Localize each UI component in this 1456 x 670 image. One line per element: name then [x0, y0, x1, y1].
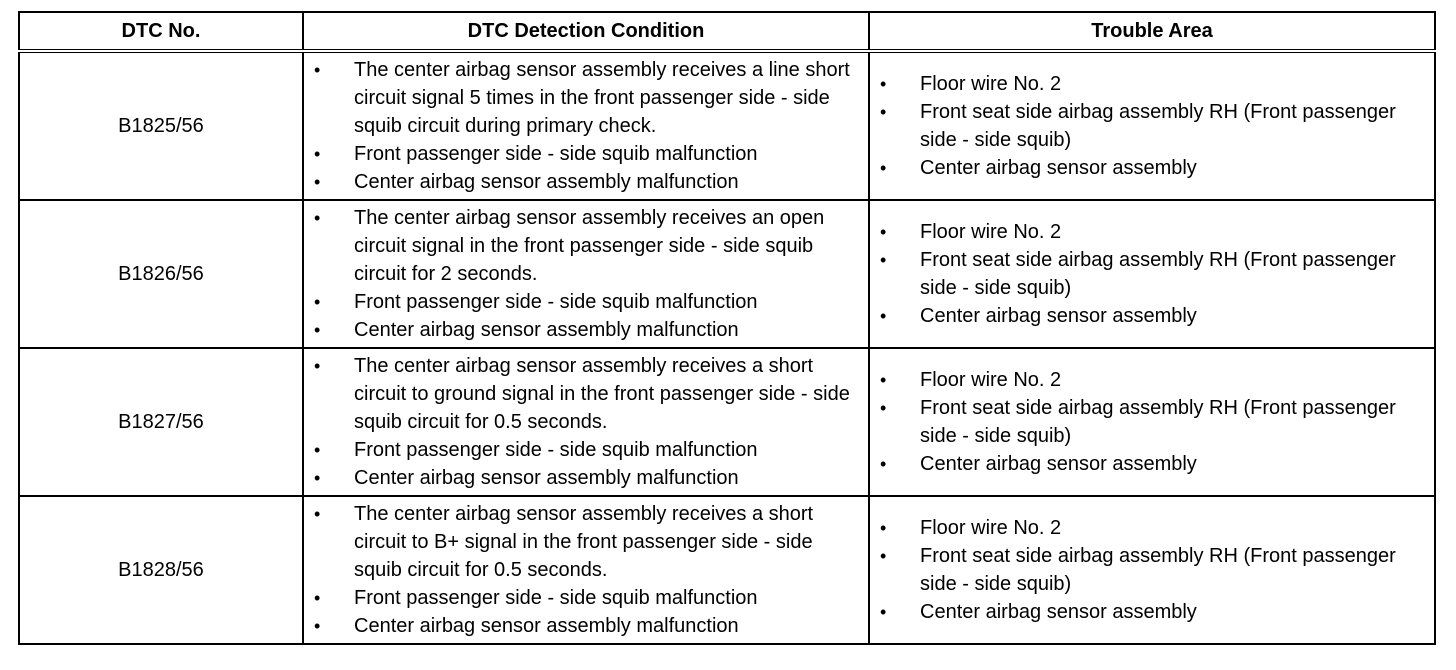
condition-item: • Center airbag sensor assembly malfunction — [304, 612, 868, 640]
condition-item: • Front passenger side - side squib malfunction — [304, 140, 868, 168]
table-row — [19, 348, 1435, 496]
condition-item: • The center airbag sensor assembly receives a line short circuit signal 5 times in the front passenger side - side squib circuit during primary check. — [304, 56, 868, 140]
trouble-area-list — [870, 218, 1434, 330]
trouble-area-item: • Floor wire No. 2 — [870, 366, 1434, 394]
detection-condition-cell — [303, 496, 869, 644]
condition-item: • Center airbag sensor assembly malfunction — [304, 168, 868, 196]
condition-item: • Front passenger side - side squib malfunction — [304, 584, 868, 612]
trouble-area-item: • Center airbag sensor assembly — [870, 598, 1434, 626]
trouble-area-cell — [869, 348, 1435, 496]
detection-condition-cell — [303, 51, 869, 200]
condition-item: • Front passenger side - side squib malfunction — [304, 288, 868, 316]
dtc-code-cell: B1828/56 — [19, 496, 303, 644]
condition-item: • Front passenger side - side squib malfunction — [304, 436, 868, 464]
condition-item: • The center airbag sensor assembly receives an open circuit signal in the front passenger side - side squib circuit for 2 seconds. — [304, 204, 868, 288]
dtc-code-cell: B1826/56 — [19, 200, 303, 348]
trouble-area-item: • Front seat side airbag assembly RH (Front passenger side - side squib) — [870, 246, 1434, 302]
detection-condition-cell — [303, 200, 869, 348]
trouble-area-item: • Front seat side airbag assembly RH (Front passenger side - side squib) — [870, 394, 1434, 450]
trouble-area-item: • Front seat side airbag assembly RH (Front passenger side - side squib) — [870, 98, 1434, 154]
trouble-area-item: • Floor wire No. 2 — [870, 514, 1434, 542]
header-detection-condition: DTC Detection Condition — [303, 12, 869, 51]
trouble-area-cell — [869, 496, 1435, 644]
trouble-area-cell — [869, 51, 1435, 200]
trouble-area-item: • Floor wire No. 2 — [870, 70, 1434, 98]
dtc-code-cell: B1825/56 — [19, 51, 303, 200]
header-row — [19, 12, 1435, 51]
trouble-area-list — [870, 514, 1434, 626]
dtc-code-cell: B1827/56 — [19, 348, 303, 496]
condition-list — [304, 352, 868, 492]
condition-item: • Center airbag sensor assembly malfunction — [304, 464, 868, 492]
table-header — [19, 12, 1435, 51]
condition-list — [304, 204, 868, 344]
trouble-area-item: • Center airbag sensor assembly — [870, 302, 1434, 330]
condition-item: • Center airbag sensor assembly malfunction — [304, 316, 868, 344]
trouble-area-item: • Center airbag sensor assembly — [870, 450, 1434, 478]
dtc-table — [18, 11, 1436, 645]
table-row — [19, 200, 1435, 348]
trouble-area-item: • Front seat side airbag assembly RH (Front passenger side - side squib) — [870, 542, 1434, 598]
condition-item: • The center airbag sensor assembly receives a short circuit to B+ signal in the front passenger side - side squib circuit for 0.5 seconds. — [304, 500, 868, 584]
header-trouble-area: Trouble Area — [869, 12, 1435, 51]
trouble-area-cell — [869, 200, 1435, 348]
table-body — [19, 51, 1435, 644]
header-dtc-no: DTC No. — [19, 12, 303, 51]
condition-item: • The center airbag sensor assembly receives a short circuit to ground signal in the front passenger side - side squib circuit for 0.5 seconds. — [304, 352, 868, 436]
table-row — [19, 496, 1435, 644]
trouble-area-list — [870, 366, 1434, 478]
trouble-area-list — [870, 70, 1434, 182]
detection-condition-cell — [303, 348, 869, 496]
trouble-area-item: • Center airbag sensor assembly — [870, 154, 1434, 182]
table-row — [19, 51, 1435, 200]
condition-list — [304, 500, 868, 640]
condition-list — [304, 56, 868, 196]
trouble-area-item: • Floor wire No. 2 — [870, 218, 1434, 246]
